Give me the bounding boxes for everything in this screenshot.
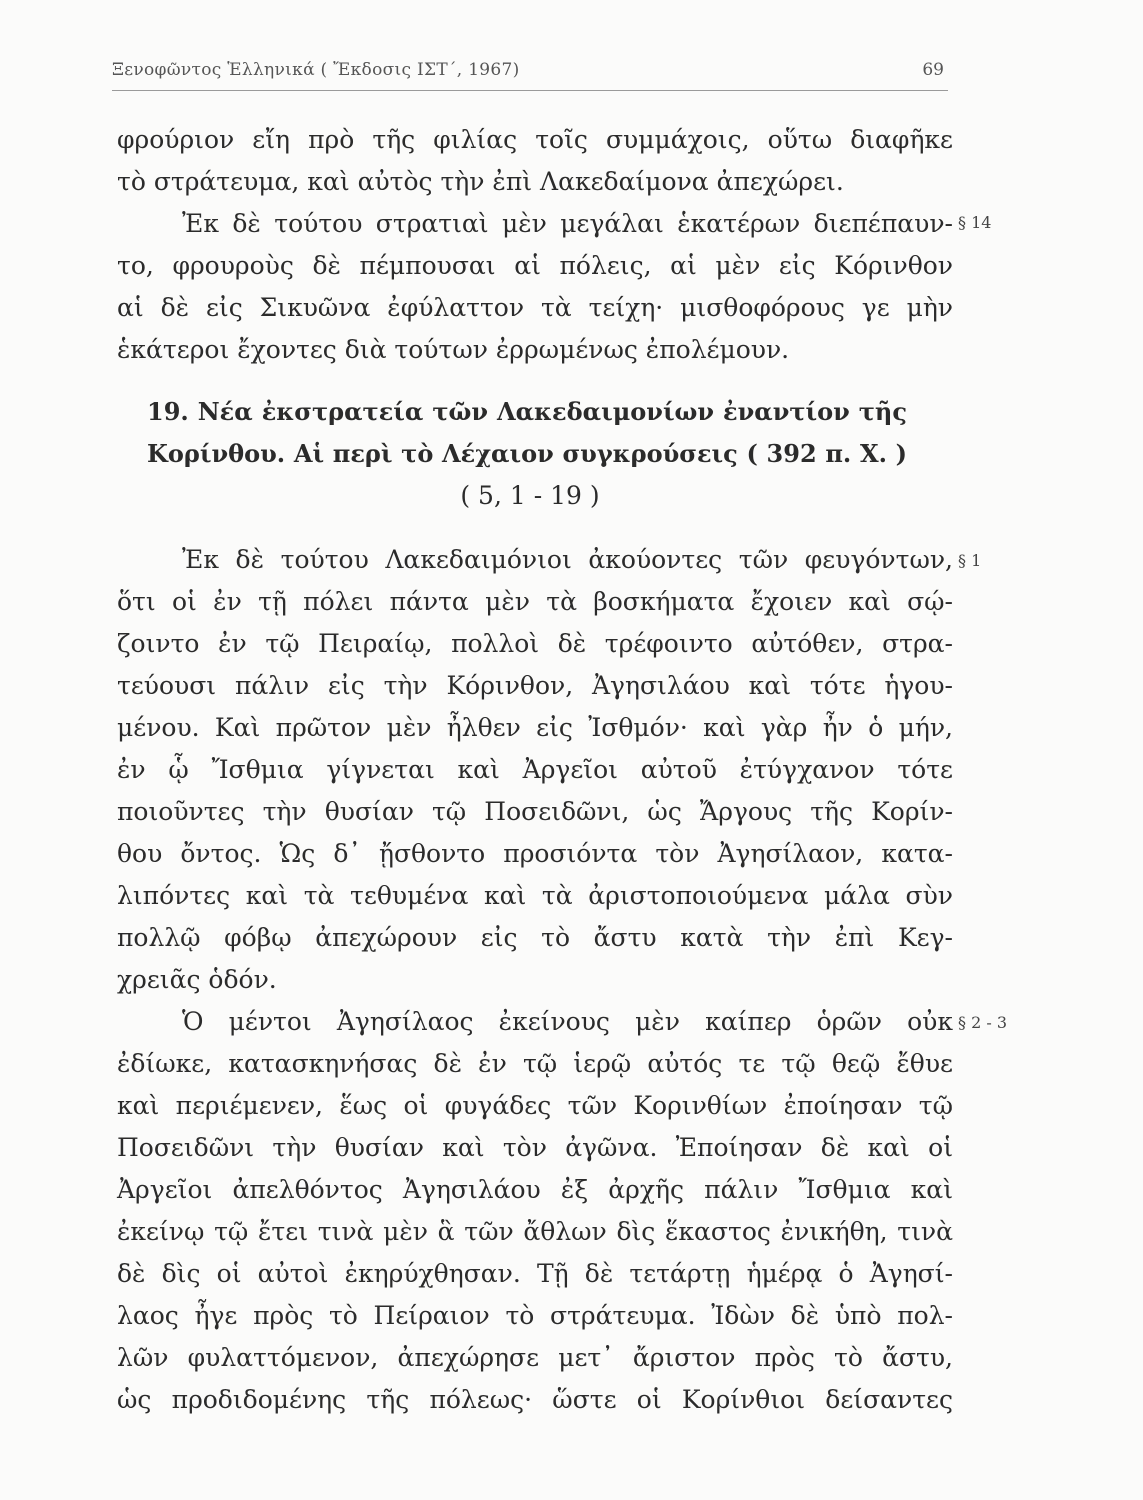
chapter-reference: ( 5, 1 - 19 )	[460, 481, 600, 510]
text-line: Ὁ μέντοι Ἀγησίλαος ἐκείνους μὲν καίπερ ὁρῶν οὐκ	[182, 1007, 953, 1036]
chapter-heading: 19. Νέα ἐκστρατεία τῶν Λακεδαιμονίων ἐναντίον τῆς	[147, 397, 907, 426]
section-marker: § 2 - 3	[958, 1013, 1008, 1032]
text-line: πολλῷ φόβῳ ἀπεχώρουν εἰς τὸ ἄστυ κατὰ τὴν ἐπὶ Κεγ-	[117, 923, 953, 952]
text-line: ὡς προδιδομένης τῆς πόλεως· ὥστε οἱ Κορίνθιοι δείσαντες	[117, 1385, 953, 1414]
text-line: φρούριον εἴη πρὸ τῆς φιλίας τοῖς συμμάχοις, οὕτω διαφῆκε	[117, 125, 953, 154]
text-line: Ἐκ δὲ τούτου στρατιαὶ μὲν μεγάλαι ἑκατέρων διεπέπαυν-	[182, 209, 953, 238]
text-line: λῶν φυλαττόμενον, ἀπεχώρησε μετ᾽ ἄριστον πρὸς τὸ ἄστυ,	[117, 1343, 953, 1372]
text-line: αἱ δὲ εἰς Σικυῶνα ἐφύλαττον τὰ τείχη· μισθοφόρους γε μὴν	[117, 293, 953, 322]
text-line: ἑκάτεροι ἔχοντες διὰ τούτων ἐρρωμένως ἐπολέμουν.	[117, 335, 790, 364]
page-header	[112, 60, 944, 86]
text-line: ἐν ᾧ Ἴσθμια γίγνεται καὶ Ἀργεῖοι αὐτοῦ ἐτύγχανον τότε	[117, 755, 953, 784]
running-title: Ξενοφῶντος Ἑλληνικά ( Ἔκδοσις ΙΣΤ΄, 1967)	[112, 60, 520, 80]
text-line: λιπόντες καὶ τὰ τεθυμένα καὶ τὰ ἀριστοποιούμενα μάλα σὺν	[117, 881, 953, 910]
header-rule	[112, 90, 948, 91]
text-line: μένου. Καὶ πρῶτον μὲν ἦλθεν εἰς Ἰσθμόν· καὶ γὰρ ἦν ὁ μήν,	[117, 713, 953, 742]
text-line: Ποσειδῶνι τὴν θυσίαν καὶ τὸν ἀγῶνα. Ἐποίησαν δὲ καὶ οἱ	[117, 1133, 953, 1162]
text-line: ὅτι οἱ ἐν τῇ πόλει πάντα μὲν τὰ βοσκήματα ἔχοιεν καὶ σῴ-	[117, 587, 953, 616]
text-line: ζοιντο ἐν τῷ Πειραίῳ, πολλοὶ δὲ τρέφοιντο αὐτόθεν, στρα-	[117, 629, 953, 658]
text-line: λαος ἦγε πρὸς τὸ Πείραιον τὸ στράτευμα. Ἰδὼν δὲ ὑπὸ πολ-	[117, 1301, 953, 1330]
text-line: θου ὄντος. Ὡς δ᾽ ᾔσθοντο προσιόντα τὸν Ἀγησίλαον, κατα-	[117, 839, 953, 868]
text-line: δὲ δὶς οἱ αὐτοὶ ἐκηρύχθησαν. Τῇ δὲ τετάρτῃ ἡμέρᾳ ὁ Ἀγησί-	[117, 1259, 953, 1288]
page-number: 69	[922, 60, 944, 80]
text-line: ποιοῦντες τὴν θυσίαν τῷ Ποσειδῶνι, ὡς Ἄργους τῆς Κορίν-	[117, 797, 953, 826]
section-marker: § 14	[958, 213, 992, 232]
text-line: ἐδίωκε, κατασκηνήσας δὲ ἐν τῷ ἱερῷ αὐτός τε τῷ θεῷ ἔθυε	[117, 1049, 953, 1078]
chapter-heading: Κορίνθου. Αἱ περὶ τὸ Λέχαιον συγκρούσεις ( 392 π. Χ. )	[147, 439, 907, 468]
text-line: τὸ στράτευμα, καὶ αὐτὸς τὴν ἐπὶ Λακεδαίμονα ἀπεχώρει.	[117, 167, 844, 196]
text-line: τεύουσι πάλιν εἰς τὴν Κόρινθον, Ἀγησιλάου καὶ τότε ἡγου-	[117, 671, 953, 700]
text-line: Ἐκ δὲ τούτου Λακεδαιμόνιοι ἀκούοντες τῶν φευγόντων,	[182, 545, 953, 574]
section-marker: § 1	[958, 551, 982, 570]
text-line: χρειᾶς ὁδόν.	[117, 965, 277, 994]
text-line: ἐκείνῳ τῷ ἔτει τινὰ μὲν ἃ τῶν ἄθλων δὶς ἕκαστος ἐνικήθη, τινὰ	[117, 1217, 953, 1246]
text-line: το, φρουροὺς δὲ πέμπουσαι αἱ πόλεις, αἱ μὲν εἰς Κόρινθον	[117, 251, 953, 280]
text-line: Ἀργεῖοι ἀπελθόντος Ἀγησιλάου ἐξ ἀρχῆς πάλιν Ἴσθμια καὶ	[117, 1175, 953, 1204]
text-line: καὶ περιέμενεν, ἕως οἱ φυγάδες τῶν Κορινθίων ἐποίησαν τῷ	[117, 1091, 953, 1120]
